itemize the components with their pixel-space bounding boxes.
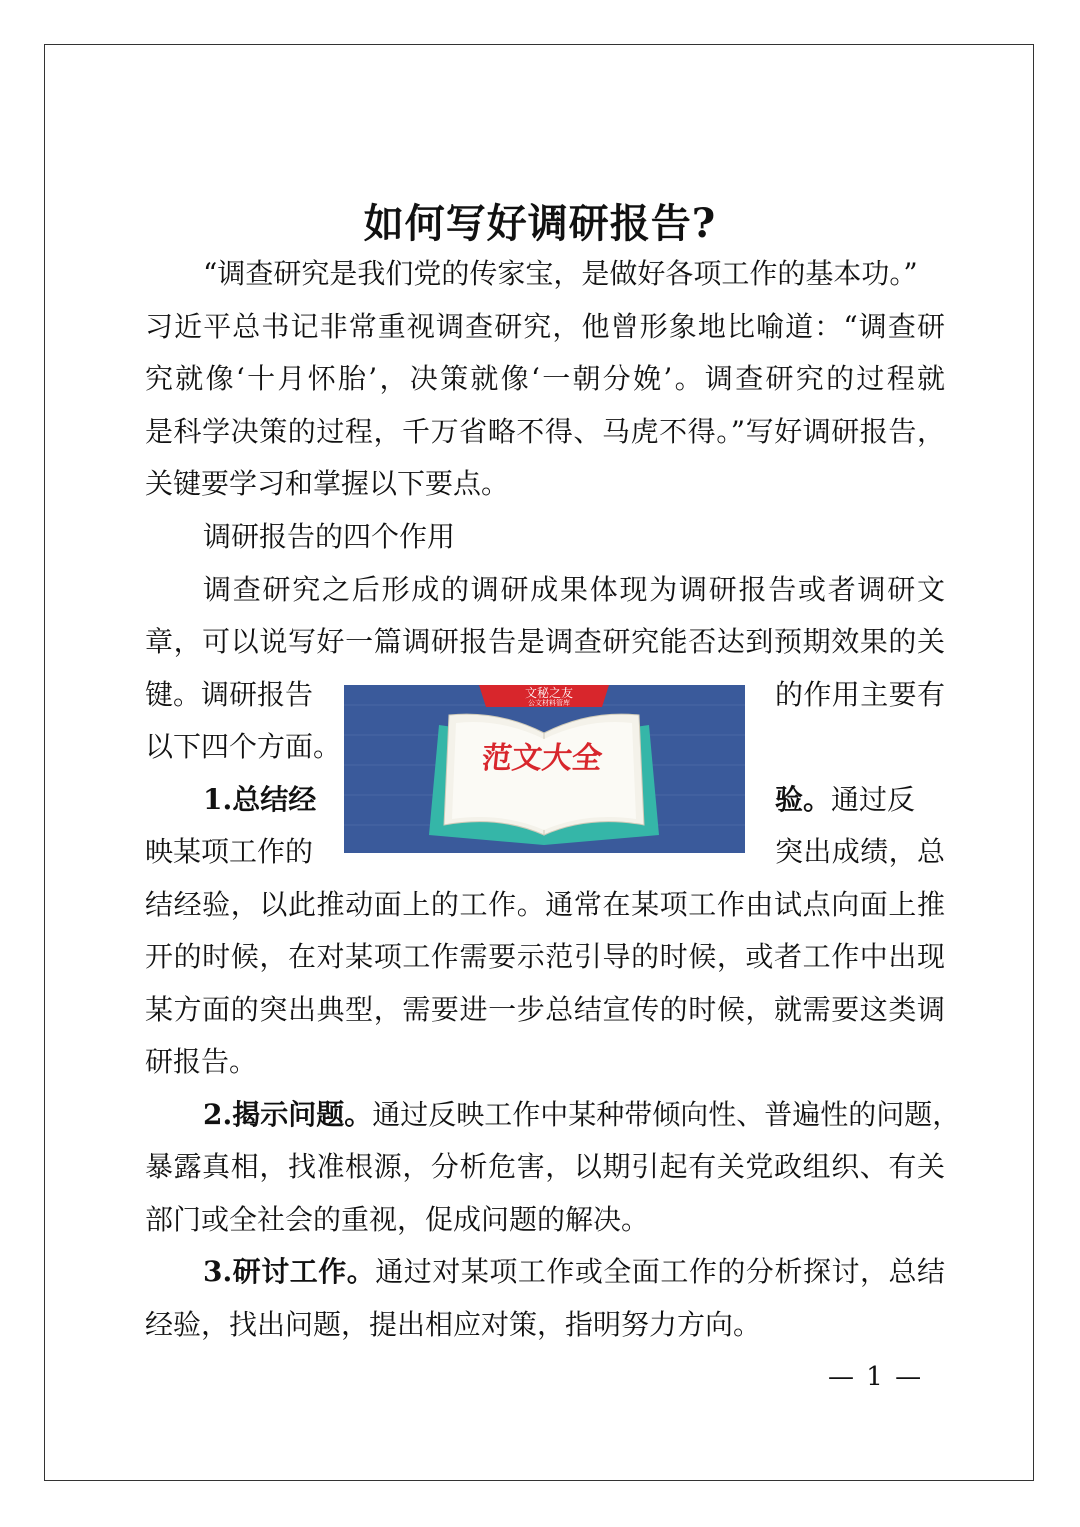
text-run: 通过反映工作中某种带倾向性、普遍性的问题， bbox=[372, 1098, 961, 1131]
paragraph-line: 开的时候，在对某项工作需要示范引导的时候，或者工作中出现 bbox=[145, 940, 945, 973]
paragraph-line: 习近平总书记非常重视调查研究，他曾形象地比喻道：“调查研 bbox=[145, 310, 945, 343]
paragraph-line: 结经验，以此推动面上的工作。通常在某项工作由试点向面上推 bbox=[145, 888, 945, 921]
paragraph-line: 暴露真相，找准根源，分析危害，以期引起有关党政组织、有关 bbox=[145, 1150, 945, 1183]
page-number: — 1 — bbox=[828, 1362, 924, 1392]
paragraph-line: 究就像‘十月怀胎’，决策就像‘一朝分娩’。调查研究的过程就 bbox=[145, 362, 945, 395]
brand-label: 文秘之友 bbox=[524, 686, 573, 700]
paragraph-line bbox=[203, 774, 333, 827]
paragraph-line: 研报告。 bbox=[145, 1045, 258, 1078]
paragraph-line: 章，可以说写好一篇调研报告是调查研究能否达到预期效果的关 bbox=[145, 625, 945, 658]
paragraph-line: 以下四个方面。 bbox=[145, 730, 342, 763]
paragraph-line: 关键要学习和掌握以下要点。 bbox=[145, 467, 510, 500]
paragraph-line: 突出成绩，总 bbox=[775, 835, 945, 868]
paragraph-line: 的作用主要有 bbox=[775, 678, 945, 711]
banner-headline: 范文大全 bbox=[480, 741, 604, 776]
paragraph-line: “调查研究是我们党的传家宝，是做好各项工作的基本功。” bbox=[203, 257, 918, 290]
text-run: 通过对某项工作或全面工作的分析探讨，总结 bbox=[375, 1255, 945, 1288]
paragraph-line bbox=[775, 774, 945, 827]
paragraph-line bbox=[203, 1246, 945, 1299]
paragraph-line: 是科学决策的过程，千万省略不得、马虎不得。”写好调研报告， bbox=[145, 415, 945, 448]
bold-lead: 3.研讨工作。 bbox=[203, 1255, 376, 1288]
banner-image bbox=[344, 685, 745, 853]
bold-lead: 1.总结经 bbox=[203, 783, 317, 816]
paragraph-line: 经验，找出问题，提出相应对策，指明努力方向。 bbox=[145, 1308, 762, 1341]
document-title: 如何写好调研报告? bbox=[363, 200, 717, 247]
text-run: 通过反 bbox=[831, 783, 916, 816]
paragraph-line: 键。调研报告 bbox=[145, 678, 314, 711]
bold-lead: 验。 bbox=[775, 783, 832, 816]
paragraph-line: 映某项工作的 bbox=[145, 835, 314, 868]
paragraph-line: 调查研究之后形成的调研成果体现为调研报告或者调研文 bbox=[203, 573, 945, 606]
bold-lead: 2.揭示问题。 bbox=[203, 1098, 373, 1131]
section-heading: 调研报告的四个作用 bbox=[203, 520, 456, 553]
paragraph-line bbox=[203, 1089, 961, 1142]
paragraph-line: 部门或全社会的重视，促成问题的解决。 bbox=[145, 1203, 650, 1236]
brand-subtitle: 公文材料管库 bbox=[528, 699, 570, 707]
paragraph-line: 某方面的突出典型，需要进一步总结宣传的时候，就需要这类调 bbox=[145, 993, 945, 1026]
